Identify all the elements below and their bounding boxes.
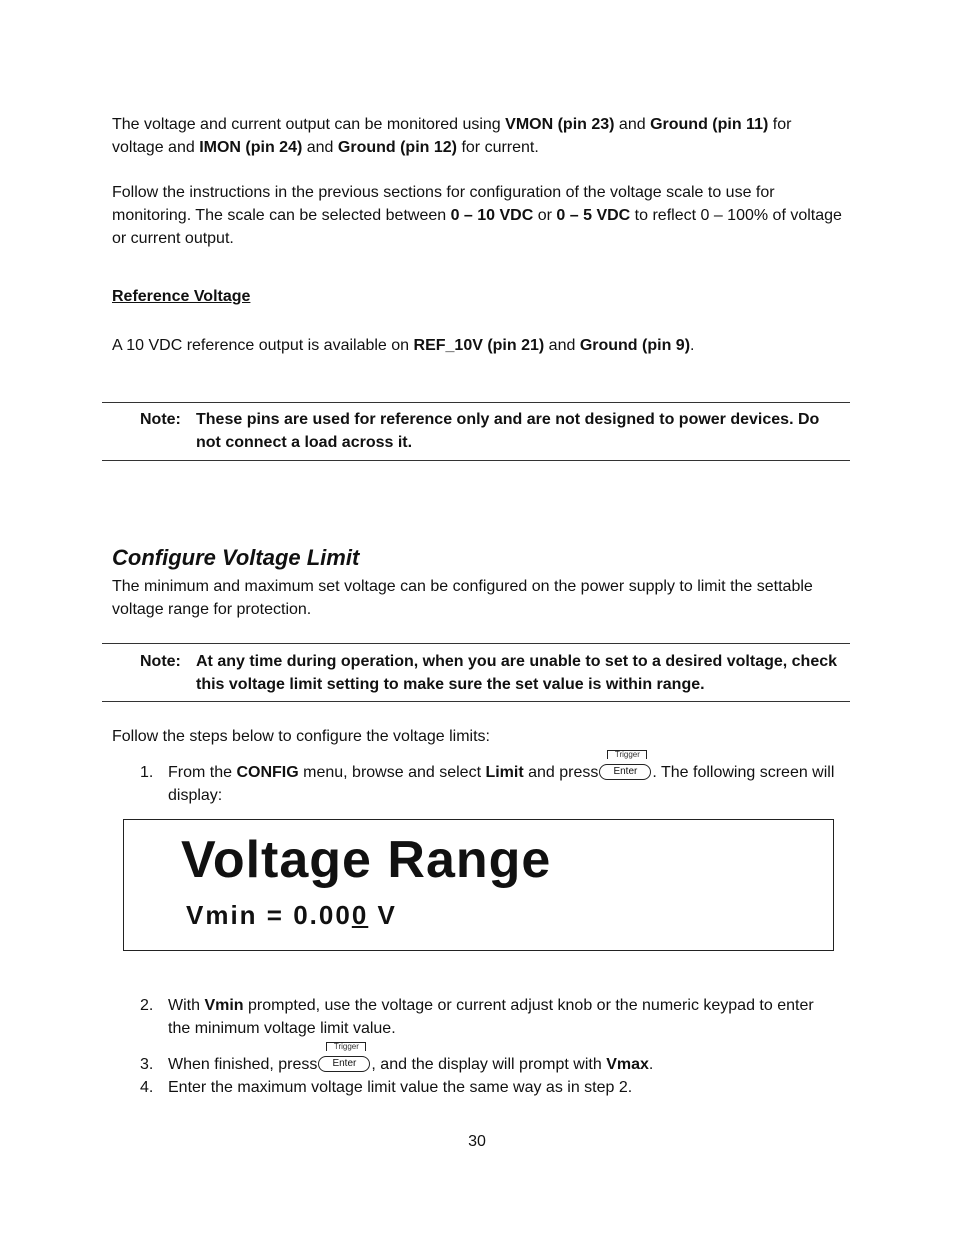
monitor-paragraph: The voltage and current output can be monitored using VMON (pin 23) and Ground (pin 11) for voltage and IMON (pin 24) and Ground (pin 12) for current. [112,116,792,156]
note2 [140,650,840,696]
display-vmin-readout: Vmin = 0.000 V [186,900,397,930]
note1-label: Note: [140,411,181,428]
note1-top-rule [102,402,850,403]
enter-key-icon: Trigger Enter [318,1056,370,1072]
reference-voltage-heading: Reference Voltage [112,288,251,305]
limit-intro-paragraph: The minimum and maximum set voltage can be configured on the power supply to limit the settable voltage range for protection. [112,578,813,618]
display-title: Voltage Range [181,831,552,889]
note1 [140,408,840,454]
note1-text: These pins are used for reference only and are not designed to power devices. Do not connect a load across it. [196,411,820,451]
step-4: 4. Enter the maximum voltage limit value the same way as in step 2. [140,1079,633,1096]
note2-top-rule [102,643,850,644]
note2-bottom-rule [102,701,850,702]
scale-paragraph: Follow the instructions in the previous sections for configuration of the voltage scale to use for monitoring. The scale can be selected between 0 – 10 VDC or 0 – 5 VDC to reflect 0 – 100% of voltage or current output. [112,184,842,247]
configure-voltage-limit-heading: Configure Voltage Limit [112,545,360,570]
lcd-display-screen [123,819,834,951]
note2-label: Note: [140,653,181,670]
note1-bottom-rule [102,460,850,461]
page-number: 30 [468,1133,486,1150]
enter-key-icon: Trigger Enter [599,764,651,780]
reference-paragraph: A 10 VDC reference output is available on REF_10V (pin 21) and Ground (pin 9). [112,337,695,354]
step-3: 3. When finished, press Trigger Enter , and the display will prompt with Vmax. [140,1042,654,1073]
cursor-digit: 0 [351,900,369,930]
note2-text: At any time during operation, when you are unable to set to a desired voltage, check this voltage limit setting to make sure the set value is within range. [196,653,838,693]
steps-intro-paragraph: Follow the steps below to configure the voltage limits: [112,728,490,745]
step-2: 2. With Vmin prompted, use the voltage or current adjust knob or the numeric keypad to enter the minimum voltage limit value. [140,997,814,1037]
step-1: 1. From the CONFIG menu, browse and select Limit and press Trigger Enter . The following screen will display: [140,750,835,804]
